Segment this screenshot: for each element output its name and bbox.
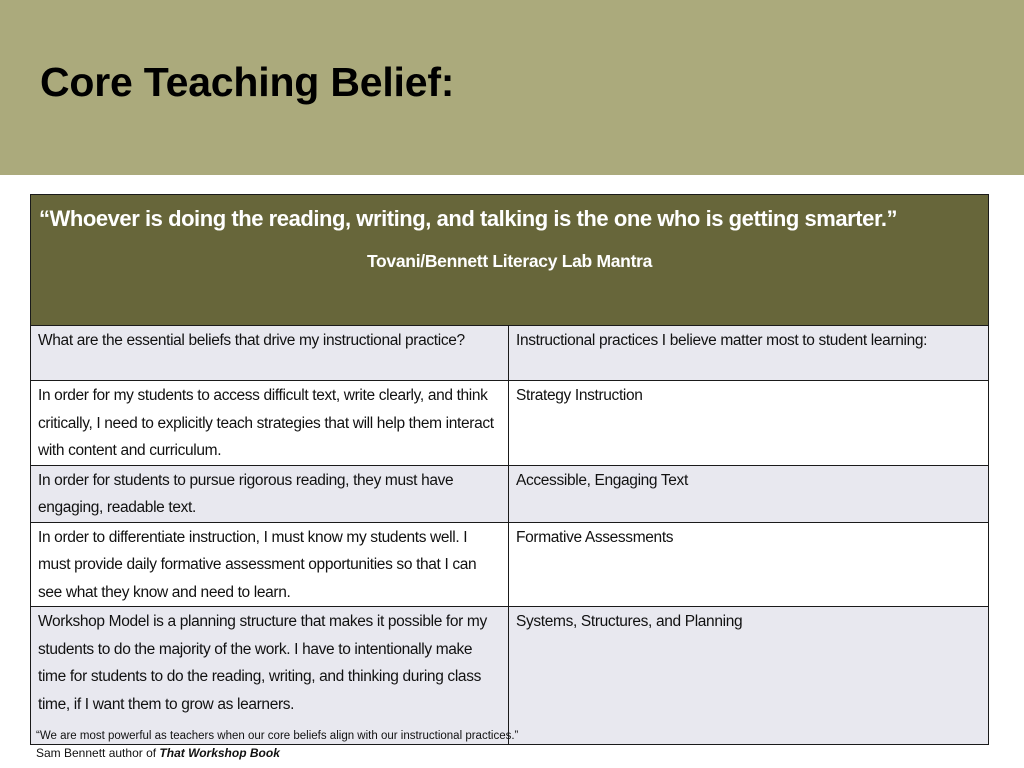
practice-cell: Accessible, Engaging Text xyxy=(509,465,989,522)
footer-attribution xyxy=(36,746,280,761)
slide-title: Core Teaching Belief: xyxy=(40,59,455,105)
quote-cell xyxy=(31,195,989,326)
column-header-row xyxy=(31,326,989,381)
practice-cell: Strategy Instruction xyxy=(509,381,989,466)
table-row xyxy=(31,522,989,607)
table-row xyxy=(31,607,989,745)
author-text: Sam Bennett author of xyxy=(36,746,160,760)
practices-column-header: Instructional practices I believe matter most to student learning: xyxy=(509,326,989,381)
beliefs-table xyxy=(30,194,989,745)
practice-cell: Systems, Structures, and Planning xyxy=(509,607,989,745)
beliefs-column-header: What are the essential beliefs that drive my instructional practice? xyxy=(31,326,509,381)
book-title: That Workshop Book xyxy=(159,746,280,760)
table-row xyxy=(31,381,989,466)
mantra-quote: “Whoever is doing the reading, writing, and talking is the one who is getting smarter.” xyxy=(39,206,898,231)
belief-cell: Workshop Model is a planning structure that makes it possible for my students to do the majority of the work. I have to intentionally make time for students to do the reading, writing, and thinking during class time, if I want them to grow as learners. xyxy=(31,607,509,745)
belief-cell: In order for students to pursue rigorous reading, they must have engaging, readable text. xyxy=(31,465,509,522)
practice-cell: Formative Assessments xyxy=(509,522,989,607)
belief-cell: In order for my students to access difficult text, write clearly, and think critically, I need to explicitly teach strategies that will help them interact with content and curriculum. xyxy=(31,381,509,466)
table-row xyxy=(31,465,989,522)
belief-cell: In order to differentiate instruction, I must know my students well. I must provide daily formative assessment opportunities so that I can see what they know and need to learn. xyxy=(31,522,509,607)
footer-quote: “We are most powerful as teachers when our core beliefs align with our instructional practices.” xyxy=(36,730,519,742)
table-header-row xyxy=(31,195,989,326)
mantra-attribution: Tovani/Bennett Literacy Lab Mantra xyxy=(366,251,653,271)
